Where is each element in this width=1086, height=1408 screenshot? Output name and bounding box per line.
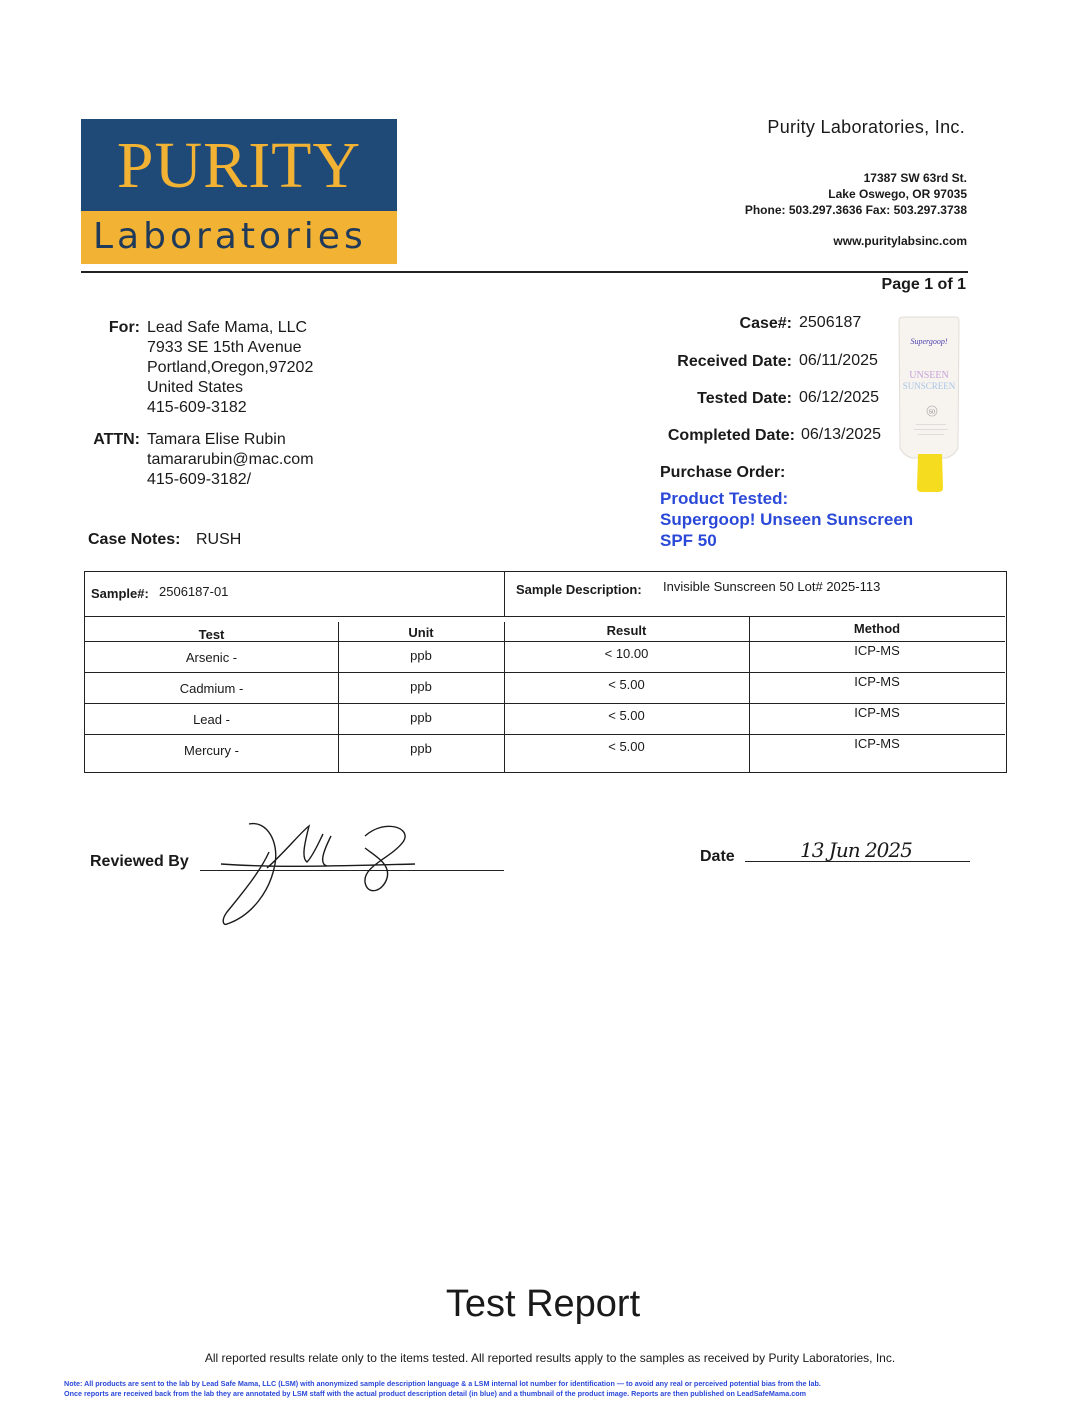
for-line: 415-609-3182 — [147, 399, 247, 416]
col-header-test: Test — [198, 627, 225, 642]
tested-label: Tested Date: — [697, 390, 792, 407]
reviewed-by-label: Reviewed By — [90, 853, 189, 870]
report-title: Test Report — [445, 1283, 641, 1325]
attn-label: ATTN: — [93, 431, 140, 448]
product-thumbnail-image — [898, 316, 960, 494]
test-result: < 5.00 — [608, 708, 645, 723]
footer-note-line: Note: All products are sent to the lab by Lead Safe Mama, LLC (LSM) with anonymized sample description language & a LSM internal lot number for identification — to avoid any real or perceived potential bias from the lab. — [64, 1379, 821, 1388]
date-label: Date — [700, 848, 735, 865]
sample-description: Invisible Sunscreen 50 Lot# 2025-113 — [663, 579, 881, 594]
thumb-line1: UNSEEN — [909, 370, 949, 381]
product-block — [660, 488, 913, 551]
test-result: < 10.00 — [604, 646, 649, 661]
attn-line: Tamara Elise Rubin — [147, 431, 286, 448]
test-unit: ppb — [410, 741, 432, 756]
col-header-unit: Unit — [408, 625, 434, 640]
thumb-line2: SUNSCREEN — [902, 381, 956, 391]
reviewer-signature — [215, 812, 425, 930]
received-label: Received Date: — [677, 353, 792, 370]
page-number: Page 1 of 1 — [881, 276, 966, 293]
for-line: United States — [147, 379, 244, 396]
lab-street: 17387 SW 63rd St. — [863, 171, 967, 185]
test-name: Lead - — [193, 712, 230, 727]
header-rule — [81, 271, 968, 273]
test-method: ICP-MS — [854, 705, 900, 720]
sample-number: 2506187-01 — [159, 584, 229, 599]
footer-note — [64, 1379, 1024, 1399]
test-method: ICP-MS — [854, 643, 900, 658]
product-name: Supergoop! Unseen Sunscreen — [660, 510, 914, 529]
attn-line: 415-609-3182/ — [147, 471, 252, 488]
footer-disclaimer: All reported results relate only to the items tested. All reported results apply to the samples as received by Purity Laboratories, Inc. — [204, 1351, 896, 1365]
for-line: 7933 SE 15th Avenue — [147, 339, 302, 356]
po-label: Purchase Order: — [660, 464, 786, 481]
tested-date: 06/12/2025 — [799, 389, 880, 406]
thumb-spf: 50 — [928, 409, 936, 416]
for-block — [147, 318, 313, 418]
test-name: Arsenic - — [185, 650, 238, 665]
completed-date: 06/13/2025 — [801, 426, 882, 443]
lab-phone-fax: Phone: 503.297.3636 Fax: 503.297.3738 — [744, 203, 967, 217]
footer-note-line: Once reports are received back from the lab they are annotated by LSM staff with the actual product description detail (in blue) and a thumbnail of the product image. Reports are then published on LeadSafeMama.com — [64, 1389, 807, 1398]
test-method: ICP-MS — [854, 736, 900, 751]
test-name: Cadmium - — [179, 681, 244, 696]
product-spf: SPF 50 — [660, 531, 717, 550]
results-table — [84, 571, 1007, 773]
product-label: Product Tested: — [660, 489, 789, 508]
completed-label: Completed Date: — [667, 427, 795, 444]
handwritten-date: 13 Jun 2025 — [800, 838, 912, 862]
attn-block — [147, 430, 314, 490]
received-date: 06/11/2025 — [799, 352, 878, 369]
case-notes: RUSH — [196, 531, 242, 548]
for-line: Lead Safe Mama, LLC — [147, 319, 308, 336]
case-number: 2506187 — [799, 314, 862, 331]
lab-address — [745, 170, 967, 218]
test-method: ICP-MS — [854, 674, 900, 689]
lab-name: Purity Laboratories, Inc. — [767, 117, 965, 137]
test-unit: ppb — [410, 679, 432, 694]
test-result: < 5.00 — [608, 677, 645, 692]
for-line: Portland,Oregon,97202 — [147, 359, 314, 376]
for-label: For: — [108, 319, 140, 336]
test-unit: ppb — [410, 648, 432, 663]
lab-city: Lake Oswego, OR 97035 — [828, 187, 967, 201]
logo-word: PURITY — [116, 129, 362, 202]
thumb-brand: Supergoop! — [910, 337, 948, 346]
test-result: < 5.00 — [608, 739, 645, 754]
col-header-result: Result — [606, 623, 647, 638]
sample-label: Sample#: — [91, 586, 149, 601]
attn-line: tamararubin@mac.com — [147, 451, 314, 468]
logo-sub: Laboratories — [93, 216, 367, 257]
test-name: Mercury - — [184, 743, 239, 758]
col-header-method: Method — [853, 621, 901, 636]
case-label: Case#: — [739, 315, 792, 332]
case-notes-label: Case Notes: — [88, 531, 181, 548]
lab-website: www.puritylabsinc.com — [833, 234, 967, 248]
purity-logo — [81, 119, 397, 264]
sample-desc-label: Sample Description: — [516, 582, 642, 597]
test-unit: ppb — [410, 710, 432, 725]
